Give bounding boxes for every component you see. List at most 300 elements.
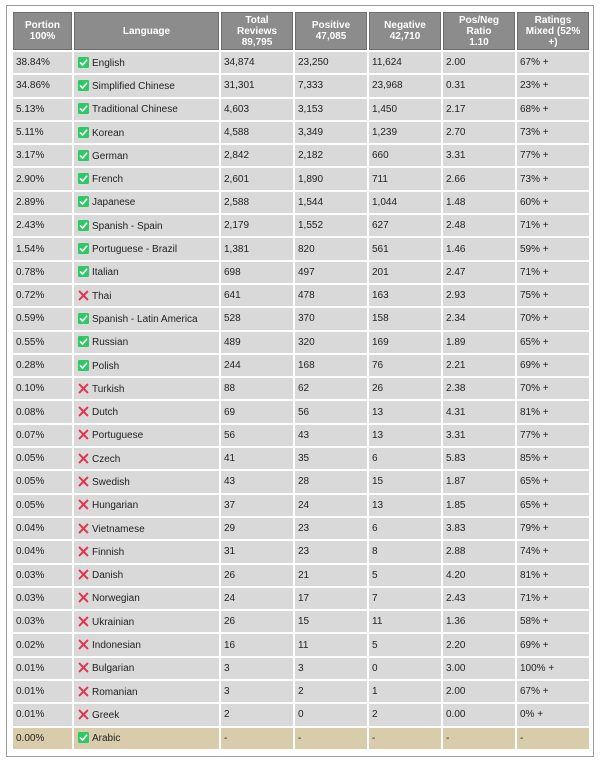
check-icon <box>78 80 89 91</box>
cell-ratio: 1.36 <box>443 611 515 632</box>
cell-portion: 2.90% <box>13 168 72 189</box>
cell-negative: 13 <box>369 401 441 422</box>
cell-ratio: 3.00 <box>443 658 515 679</box>
cell-rating: 77% + <box>517 425 589 446</box>
language-reviews-table <box>11 10 591 751</box>
cell-negative: 169 <box>369 332 441 353</box>
cell-language <box>74 308 219 329</box>
language-label: Portuguese - Brazil <box>92 244 178 256</box>
cross-icon <box>78 686 89 697</box>
cell-ratio: 1.48 <box>443 192 515 213</box>
table-row <box>13 681 589 702</box>
language-label: French <box>92 174 124 186</box>
cell-total: 2,842 <box>221 145 293 166</box>
cell-rating: 69% + <box>517 355 589 376</box>
cell-language <box>74 122 219 143</box>
cell-ratio: 3.31 <box>443 425 515 446</box>
cell-language <box>74 145 219 166</box>
cell-negative: 23,968 <box>369 75 441 96</box>
cell-portion: 0.08% <box>13 401 72 422</box>
cell-negative: 660 <box>369 145 441 166</box>
cell-ratio: 1.85 <box>443 495 515 516</box>
cell-portion: 0.78% <box>13 262 72 283</box>
language-label: Ukrainian <box>92 616 135 628</box>
cell-rating: 71% + <box>517 262 589 283</box>
cell-rating: 75% + <box>517 285 589 306</box>
cell-ratio: 1.87 <box>443 471 515 492</box>
cell-positive: 56 <box>295 401 367 422</box>
cell-portion: 0.72% <box>13 285 72 306</box>
cell-positive: 1,544 <box>295 192 367 213</box>
table-row <box>13 565 589 586</box>
cell-language <box>74 588 219 609</box>
cell-ratio: 3.31 <box>443 145 515 166</box>
check-icon <box>78 173 89 184</box>
check-icon <box>78 127 89 138</box>
cell-ratio: 3.83 <box>443 518 515 539</box>
table-row <box>13 168 589 189</box>
cell-ratio: 0.31 <box>443 75 515 96</box>
table-row <box>13 285 589 306</box>
cell-rating: 23% + <box>517 75 589 96</box>
cell-positive: 497 <box>295 262 367 283</box>
cell-ratio: 2.34 <box>443 308 515 329</box>
cell-language <box>74 378 219 399</box>
table-row <box>13 541 589 562</box>
cell-language <box>74 704 219 725</box>
cell-rating: 100% + <box>517 658 589 679</box>
cross-icon <box>78 499 89 510</box>
cell-negative: 201 <box>369 262 441 283</box>
cell-rating: 58% + <box>517 611 589 632</box>
cell-ratio: 2.93 <box>443 285 515 306</box>
cell-rating: 67% + <box>517 681 589 702</box>
cell-portion: 38.84% <box>13 52 72 73</box>
cell-total: 489 <box>221 332 293 353</box>
cell-portion: 0.03% <box>13 588 72 609</box>
cell-rating: 59% + <box>517 238 589 259</box>
table-row <box>13 611 589 632</box>
cross-icon <box>78 662 89 673</box>
table-row <box>13 332 589 353</box>
cell-language <box>74 215 219 236</box>
cell-language <box>74 332 219 353</box>
language-label: Finnish <box>92 546 125 558</box>
cell-rating: 71% + <box>517 588 589 609</box>
cell-ratio: 1.89 <box>443 332 515 353</box>
language-label: Italian <box>92 267 119 279</box>
cell-negative: 163 <box>369 285 441 306</box>
cell-negative: 5 <box>369 565 441 586</box>
cell-portion: 0.55% <box>13 332 72 353</box>
cell-portion: 34.86% <box>13 75 72 96</box>
cell-ratio: 2.88 <box>443 541 515 562</box>
cell-language <box>74 565 219 586</box>
cell-portion: 5.13% <box>13 99 72 120</box>
language-label: Indonesian <box>92 640 141 652</box>
cell-rating: - <box>517 728 589 749</box>
cell-ratio: 2.00 <box>443 52 515 73</box>
cell-total: 26 <box>221 565 293 586</box>
check-icon <box>78 732 89 743</box>
cell-ratio: 4.20 <box>443 565 515 586</box>
cell-negative: 2 <box>369 704 441 725</box>
cell-language <box>74 168 219 189</box>
table-row <box>13 262 589 283</box>
cell-negative: 76 <box>369 355 441 376</box>
check-icon <box>78 266 89 277</box>
check-icon <box>78 313 89 324</box>
cross-icon <box>78 592 89 603</box>
cell-portion: 0.28% <box>13 355 72 376</box>
cell-total: 31 <box>221 541 293 562</box>
cross-icon <box>78 639 89 650</box>
table-row <box>13 518 589 539</box>
table-row <box>13 495 589 516</box>
cell-positive: 15 <box>295 611 367 632</box>
cell-positive: - <box>295 728 367 749</box>
check-icon <box>78 57 89 68</box>
table-row <box>13 401 589 422</box>
cell-portion: 0.03% <box>13 611 72 632</box>
cell-rating: 79% + <box>517 518 589 539</box>
table-row <box>13 75 589 96</box>
cell-positive: 3,153 <box>295 99 367 120</box>
cell-ratio: 0.00 <box>443 704 515 725</box>
cell-total: 43 <box>221 471 293 492</box>
cell-portion: 0.07% <box>13 425 72 446</box>
cell-portion: 3.17% <box>13 145 72 166</box>
cell-ratio: 2.20 <box>443 634 515 655</box>
cell-language <box>74 262 219 283</box>
cell-positive: 28 <box>295 471 367 492</box>
cell-ratio: 2.00 <box>443 681 515 702</box>
cell-language <box>74 401 219 422</box>
cross-icon <box>78 523 89 534</box>
cell-rating: 70% + <box>517 308 589 329</box>
cell-negative: 561 <box>369 238 441 259</box>
table-row <box>13 425 589 446</box>
cell-negative: 5 <box>369 634 441 655</box>
table-row <box>13 52 589 73</box>
cell-total: 41 <box>221 448 293 469</box>
cell-portion: 0.10% <box>13 378 72 399</box>
cell-total: 31,301 <box>221 75 293 96</box>
table-row <box>13 122 589 143</box>
cell-negative: 26 <box>369 378 441 399</box>
cell-negative: 11,624 <box>369 52 441 73</box>
table-row <box>13 378 589 399</box>
cell-negative: 1 <box>369 681 441 702</box>
cell-rating: 71% + <box>517 215 589 236</box>
cross-icon <box>78 290 89 301</box>
language-label: Simplified Chinese <box>92 80 175 92</box>
cell-total: 3 <box>221 658 293 679</box>
language-label: Romanian <box>92 686 138 698</box>
cell-total: 2,601 <box>221 168 293 189</box>
language-label: Norwegian <box>92 593 140 605</box>
cross-icon <box>78 476 89 487</box>
cell-portion: 5.11% <box>13 122 72 143</box>
language-label: Russian <box>92 337 129 349</box>
check-icon <box>78 220 89 231</box>
cell-language <box>74 192 219 213</box>
cell-total: 24 <box>221 588 293 609</box>
cell-total: 88 <box>221 378 293 399</box>
cell-rating: 73% + <box>517 168 589 189</box>
cell-ratio: 2.43 <box>443 588 515 609</box>
cell-language <box>74 448 219 469</box>
cell-language <box>74 495 219 516</box>
cell-negative: 11 <box>369 611 441 632</box>
cell-total: 1,381 <box>221 238 293 259</box>
cell-portion: 0.59% <box>13 308 72 329</box>
cell-language <box>74 658 219 679</box>
cell-negative: 0 <box>369 658 441 679</box>
language-label: German <box>92 150 129 162</box>
cell-total: 37 <box>221 495 293 516</box>
header-row <box>13 12 589 50</box>
cell-portion: 0.01% <box>13 658 72 679</box>
cell-negative: 711 <box>369 168 441 189</box>
cell-total: 29 <box>221 518 293 539</box>
cell-portion: 0.04% <box>13 541 72 562</box>
cell-total: 56 <box>221 425 293 446</box>
check-icon <box>78 150 89 161</box>
reviews-table-frame <box>6 5 594 757</box>
cell-language <box>74 75 219 96</box>
cell-total: 3 <box>221 681 293 702</box>
table-row <box>13 99 589 120</box>
cell-total: 16 <box>221 634 293 655</box>
cell-negative: 1,044 <box>369 192 441 213</box>
language-label: Greek <box>92 709 120 721</box>
cell-total: 34,874 <box>221 52 293 73</box>
check-icon <box>78 103 89 114</box>
cell-negative: 13 <box>369 495 441 516</box>
cell-total: 26 <box>221 611 293 632</box>
language-label: Portuguese <box>92 430 144 442</box>
cell-ratio: 5.83 <box>443 448 515 469</box>
check-icon <box>78 196 89 207</box>
language-label: Danish <box>92 570 124 582</box>
cell-language <box>74 355 219 376</box>
cell-positive: 35 <box>295 448 367 469</box>
cell-positive: 1,552 <box>295 215 367 236</box>
language-label: Turkish <box>92 383 125 395</box>
cross-icon <box>78 383 89 394</box>
cell-positive: 23 <box>295 518 367 539</box>
cell-negative: 158 <box>369 308 441 329</box>
cell-positive: 0 <box>295 704 367 725</box>
cell-portion: 0.01% <box>13 704 72 725</box>
cell-ratio: 4.31 <box>443 401 515 422</box>
table-row <box>13 728 589 749</box>
cell-rating: 65% + <box>517 332 589 353</box>
cell-positive: 43 <box>295 425 367 446</box>
cell-total: 69 <box>221 401 293 422</box>
language-label: Swedish <box>92 476 130 488</box>
cell-positive: 2 <box>295 681 367 702</box>
cell-positive: 24 <box>295 495 367 516</box>
cell-rating: 0% + <box>517 704 589 725</box>
cell-negative: 6 <box>369 448 441 469</box>
language-label: Hungarian <box>92 500 139 512</box>
header-language[interactable]: Language <box>74 12 219 50</box>
cell-rating: 65% + <box>517 495 589 516</box>
table-row <box>13 704 589 725</box>
table-row <box>13 471 589 492</box>
cell-positive: 3 <box>295 658 367 679</box>
language-label: Bulgarian <box>92 663 135 675</box>
cell-ratio: 2.48 <box>443 215 515 236</box>
cell-ratio: - <box>443 728 515 749</box>
table-row <box>13 215 589 236</box>
cell-total: 2,588 <box>221 192 293 213</box>
cell-portion: 2.43% <box>13 215 72 236</box>
cell-total: 2,179 <box>221 215 293 236</box>
cell-positive: 17 <box>295 588 367 609</box>
cell-language <box>74 541 219 562</box>
cell-portion: 0.05% <box>13 471 72 492</box>
cell-ratio: 1.46 <box>443 238 515 259</box>
language-label: Polish <box>92 360 120 372</box>
cell-portion: 0.05% <box>13 448 72 469</box>
cell-total: 698 <box>221 262 293 283</box>
language-label: Arabic <box>92 733 121 745</box>
cell-language <box>74 52 219 73</box>
language-label: Traditional Chinese <box>92 104 178 116</box>
cell-portion: 1.54% <box>13 238 72 259</box>
language-label: Spanish - Spain <box>92 220 163 232</box>
cell-language <box>74 238 219 259</box>
cell-total: - <box>221 728 293 749</box>
language-label: English <box>92 57 125 69</box>
cell-rating: 73% + <box>517 122 589 143</box>
cell-rating: 81% + <box>517 401 589 422</box>
cell-language <box>74 99 219 120</box>
check-icon <box>78 360 89 371</box>
cell-positive: 478 <box>295 285 367 306</box>
cell-rating: 77% + <box>517 145 589 166</box>
check-icon <box>78 336 89 347</box>
language-label: Czech <box>92 453 121 465</box>
cell-negative: 7 <box>369 588 441 609</box>
cell-ratio: 2.70 <box>443 122 515 143</box>
language-label: Korean <box>92 127 125 139</box>
header-negative[interactable]: Negative 42,710 <box>369 12 441 50</box>
cell-negative: 1,239 <box>369 122 441 143</box>
cell-rating: 74% + <box>517 541 589 562</box>
table-row <box>13 634 589 655</box>
header-portion[interactable]: Portion 100% <box>13 12 72 50</box>
cell-positive: 820 <box>295 238 367 259</box>
cell-positive: 168 <box>295 355 367 376</box>
cell-positive: 7,333 <box>295 75 367 96</box>
cell-portion: 0.03% <box>13 565 72 586</box>
cell-ratio: 2.47 <box>443 262 515 283</box>
cell-ratio: 2.17 <box>443 99 515 120</box>
cell-rating: 69% + <box>517 634 589 655</box>
cell-total: 641 <box>221 285 293 306</box>
cell-language <box>74 681 219 702</box>
cell-ratio: 2.38 <box>443 378 515 399</box>
cell-language <box>74 634 219 655</box>
cross-icon <box>78 406 89 417</box>
cell-positive: 320 <box>295 332 367 353</box>
cell-negative: 6 <box>369 518 441 539</box>
cross-icon <box>78 569 89 580</box>
cell-negative: 8 <box>369 541 441 562</box>
language-label: Dutch <box>92 407 119 419</box>
cell-total: 2 <box>221 704 293 725</box>
cell-rating: 60% + <box>517 192 589 213</box>
cell-positive: 2,182 <box>295 145 367 166</box>
cell-positive: 1,890 <box>295 168 367 189</box>
cell-portion: 0.04% <box>13 518 72 539</box>
cell-negative: - <box>369 728 441 749</box>
cell-rating: 70% + <box>517 378 589 399</box>
check-icon <box>78 243 89 254</box>
cell-negative: 15 <box>369 471 441 492</box>
language-label: Vietnamese <box>92 523 145 535</box>
cell-positive: 11 <box>295 634 367 655</box>
cell-portion: 0.00% <box>13 728 72 749</box>
header-positive[interactable]: Positive 47,085 <box>295 12 367 50</box>
table-row <box>13 145 589 166</box>
cross-icon <box>78 709 89 720</box>
cell-language <box>74 425 219 446</box>
cell-portion: 0.05% <box>13 495 72 516</box>
cell-portion: 2.89% <box>13 192 72 213</box>
cross-icon <box>78 546 89 557</box>
cell-positive: 21 <box>295 565 367 586</box>
cell-rating: 68% + <box>517 99 589 120</box>
language-label: Japanese <box>92 197 136 209</box>
language-label: Thai <box>92 290 112 302</box>
cell-ratio: 2.21 <box>443 355 515 376</box>
cell-language <box>74 611 219 632</box>
cell-positive: 3,349 <box>295 122 367 143</box>
cell-rating: 81% + <box>517 565 589 586</box>
cell-total: 244 <box>221 355 293 376</box>
cell-ratio: 2.66 <box>443 168 515 189</box>
cross-icon <box>78 429 89 440</box>
table-row <box>13 192 589 213</box>
header-ratings-mixed[interactable]: Ratings Mixed (52% +) <box>517 12 589 50</box>
cell-rating: 67% + <box>517 52 589 73</box>
cell-portion: 0.02% <box>13 634 72 655</box>
cross-icon <box>78 616 89 627</box>
table-row <box>13 355 589 376</box>
table-row <box>13 588 589 609</box>
table-row <box>13 238 589 259</box>
cell-rating: 65% + <box>517 471 589 492</box>
header-total-reviews[interactable]: Total Reviews 89,795 <box>221 12 293 50</box>
cell-negative: 1,450 <box>369 99 441 120</box>
header-pos-neg-ratio[interactable]: Pos/Neg Ratio 1.10 <box>443 12 515 50</box>
cross-icon <box>78 453 89 464</box>
cell-positive: 23,250 <box>295 52 367 73</box>
table-body <box>13 52 589 749</box>
cell-positive: 62 <box>295 378 367 399</box>
cell-language <box>74 285 219 306</box>
cell-portion: 0.01% <box>13 681 72 702</box>
cell-total: 528 <box>221 308 293 329</box>
cell-language <box>74 471 219 492</box>
table-row <box>13 308 589 329</box>
table-row <box>13 658 589 679</box>
